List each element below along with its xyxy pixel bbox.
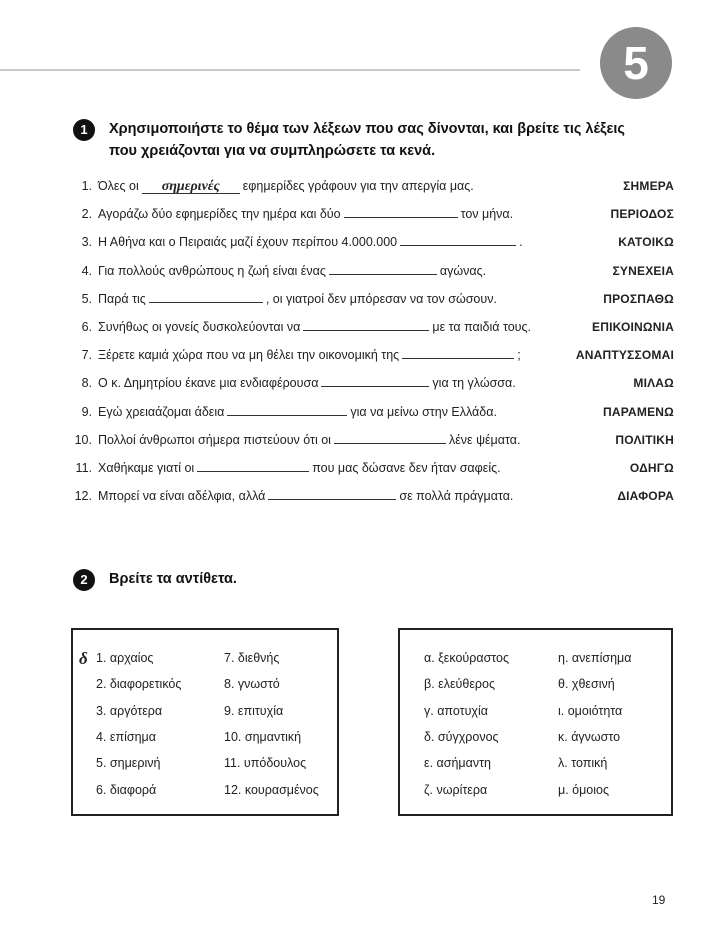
word-item: δ. σύγχρονος — [424, 729, 499, 744]
item-sentence — [98, 430, 520, 450]
right-word-box — [398, 628, 673, 816]
exercise-item — [70, 430, 674, 450]
answer-blank[interactable] — [400, 233, 516, 246]
sentence-after-blank: σε πολλά πράγματα. — [399, 489, 514, 504]
keyword: ΠΕΡΙΟΔΟΣ — [610, 207, 674, 222]
keyword: ΔΙΑΦΟΡΑ — [617, 489, 674, 504]
item-number: 10. — [74, 432, 92, 447]
word-item: 1. αρχαίος — [96, 651, 154, 665]
item-number: 4. — [81, 263, 92, 278]
word-item: 11. υπόδουλος — [224, 756, 307, 771]
sentence-before-blank: Μπορεί να είναι αδέλφια, αλλά — [98, 489, 266, 504]
sentence-before-blank: Για πολλούς ανθρώπους η ζωή είναι ένας — [98, 263, 326, 278]
exercise-item — [70, 317, 674, 337]
sentence-before-blank: Ο κ. Δημητρίου έκανε μια ενδιαφέρουσα — [98, 376, 319, 391]
exercise-item — [70, 373, 674, 393]
keyword: ΠΑΡΑΜΕΝΩ — [603, 404, 674, 419]
answer-blank[interactable] — [402, 346, 514, 359]
sentence-after-blank: . — [519, 235, 523, 250]
item-sentence — [98, 345, 521, 365]
exercise-item — [70, 486, 674, 506]
exercise-1-instruction-line1: Χρησιμοποιήστε το θέμα των λέξεων που σας δίνονται, και βρείτε τις λέξεις — [109, 121, 625, 137]
sentence-before-blank: Η Αθήνα και ο Πειραιάς μαζί έχουν περίπου 4.000.000 — [98, 235, 398, 250]
word-item: γ. αποτυχία — [424, 703, 488, 718]
word-item: θ. χθεσινή — [558, 677, 615, 692]
item-number: 6. — [81, 320, 92, 334]
keyword: ΣΥΝΕΧΕΙΑ — [612, 263, 674, 278]
answer-blank[interactable] — [227, 403, 347, 416]
unit-number-badge: 5 — [600, 27, 672, 99]
item-number: 11. — [75, 461, 92, 475]
item-number: 12. — [74, 489, 92, 504]
exercise-1-instruction-line2: που χρειάζονται για να συμπληρώσετε τα κενά. — [109, 143, 436, 159]
sentence-after-blank: τον μήνα. — [460, 207, 514, 222]
exercise-item — [70, 289, 674, 309]
item-number: 9. — [81, 404, 92, 419]
word-item: μ. όμοιος — [558, 782, 610, 797]
keyword: ΣΗΜΕΡΑ — [623, 179, 674, 193]
exercise-2-title: Βρείτε τα αντίθετα. — [109, 571, 237, 587]
exercise-item — [70, 232, 674, 252]
sentence-after-blank: , οι γιατροί δεν μπόρεσαν να τον σώσουν. — [265, 291, 497, 306]
word-item: β. ελεύθερος — [424, 677, 495, 692]
sentence-before-blank: Αγοράζω δύο εφημερίδες την ημέρα και δύο — [98, 207, 341, 222]
word-item: 10. σημαντική — [224, 729, 302, 744]
keyword: ΠΟΛΙΤΙΚΗ — [615, 432, 674, 447]
exercise-2-number: 2 — [73, 569, 95, 591]
keyword: ΟΔΗΓΩ — [629, 461, 674, 475]
sentence-after-blank: για τη γλώσσα. — [432, 376, 516, 391]
word-item: λ. τοπική — [558, 756, 608, 771]
sentence-before-blank: Όλες οι — [98, 179, 139, 193]
word-item: 3. αργότερα — [96, 703, 163, 718]
item-sentence — [98, 317, 531, 337]
item-sentence — [98, 261, 486, 281]
word-item: ι. ομοιότητα — [558, 703, 623, 718]
sentence-before-blank: Πολλοί άνθρωποι σήμερα πιστεύουν ότι οι — [98, 432, 331, 447]
exercise-item — [70, 345, 674, 365]
item-sentence — [98, 289, 497, 309]
word-item: η. ανεπίσημα — [558, 651, 632, 665]
word-item: ζ. νωρίτερα — [424, 782, 488, 797]
sentence-after-blank: αγώνας. — [439, 263, 487, 278]
answer-blank[interactable] — [321, 374, 429, 387]
word-item: κ. άγνωστο — [558, 729, 621, 744]
sentence-after-blank: λένε ψέματα. — [448, 432, 521, 447]
word-item: 5. σημερινή — [96, 756, 161, 771]
answer-blank[interactable] — [334, 431, 446, 444]
word-item: 8. γνωστό — [224, 677, 280, 692]
item-number: 7. — [81, 348, 92, 363]
sentence-before-blank: Ξέρετε καμιά χώρα που να μη θέλει την οικονομική της — [98, 348, 400, 363]
item-sentence — [98, 232, 523, 252]
sentence-after-blank: για να μείνω στην Ελλάδα. — [350, 404, 497, 419]
page-number: 19 — [652, 893, 666, 907]
sentence-before-blank: Εγώ χρειαάζομαι άδεια — [98, 404, 225, 419]
word-item: 12. κουρασμένος — [224, 782, 319, 797]
item-number: 5. — [81, 291, 92, 306]
item-sentence — [98, 204, 513, 224]
exercise-1-number: 1 — [73, 119, 95, 141]
answer-blank[interactable] — [329, 262, 437, 275]
answer-blank[interactable]: σημερινές — [142, 181, 240, 194]
handwritten-answer-mark: δ — [79, 649, 88, 668]
answer-blank[interactable] — [344, 205, 458, 218]
sentence-before-blank: Παρά τις — [98, 291, 146, 306]
answer-blank[interactable] — [149, 290, 263, 303]
answer-blank[interactable] — [268, 487, 396, 500]
sentence-after-blank: ; — [517, 348, 521, 363]
word-item: 7. διεθνής — [224, 651, 280, 665]
sentence-after-blank: εφημερίδες γράφουν για την απεργία μας. — [242, 179, 474, 193]
keyword: ΑΝΑΠΤΥΣΣΟΜΑΙ — [575, 348, 674, 363]
item-number: 8. — [81, 376, 92, 391]
word-item: 4. επίσημα — [96, 729, 156, 744]
sentence-before-blank: Χαθήκαμε γιατί οι — [98, 461, 195, 475]
exercise-item — [70, 176, 674, 196]
item-number: 3. — [81, 235, 92, 250]
item-number: 2. — [81, 207, 92, 222]
word-item: α. ξεκούραστος — [424, 651, 510, 665]
word-item: 6. διαφορά — [96, 782, 157, 797]
exercise-item — [70, 458, 674, 478]
exercise-item — [70, 261, 674, 281]
answer-blank[interactable] — [197, 459, 309, 472]
keyword: ΜΙΛΑΩ — [633, 376, 674, 391]
item-sentence — [98, 402, 497, 422]
word-item: ε. ασήμαντη — [424, 756, 491, 771]
item-sentence — [98, 176, 474, 196]
word-item: 9. επιτυχία — [224, 703, 284, 718]
keyword: ΚΑΤΟΙΚΩ — [618, 235, 674, 250]
word-item: 2. διαφορετικός — [96, 677, 182, 692]
exercise-item — [70, 402, 674, 422]
sentence-after-blank: με τα παιδιά τους. — [432, 320, 532, 334]
item-sentence — [98, 486, 513, 506]
answer-blank[interactable] — [303, 318, 429, 331]
header-rule — [0, 69, 580, 71]
item-number: 1. — [81, 179, 92, 193]
item-sentence — [98, 458, 501, 478]
item-sentence — [98, 373, 516, 393]
keyword: ΕΠΙΚΟΙΝΩΝΙΑ — [592, 320, 674, 334]
sentence-before-blank: Συνήθως οι γονείς δυσκολεύονται να — [98, 320, 301, 334]
keyword: ΠΡΟΣΠΑΘΩ — [603, 291, 674, 306]
exercise-item — [70, 204, 674, 224]
left-word-box — [71, 628, 339, 816]
sentence-after-blank: που μας δώσανε δεν ήταν σαφείς. — [312, 461, 501, 475]
